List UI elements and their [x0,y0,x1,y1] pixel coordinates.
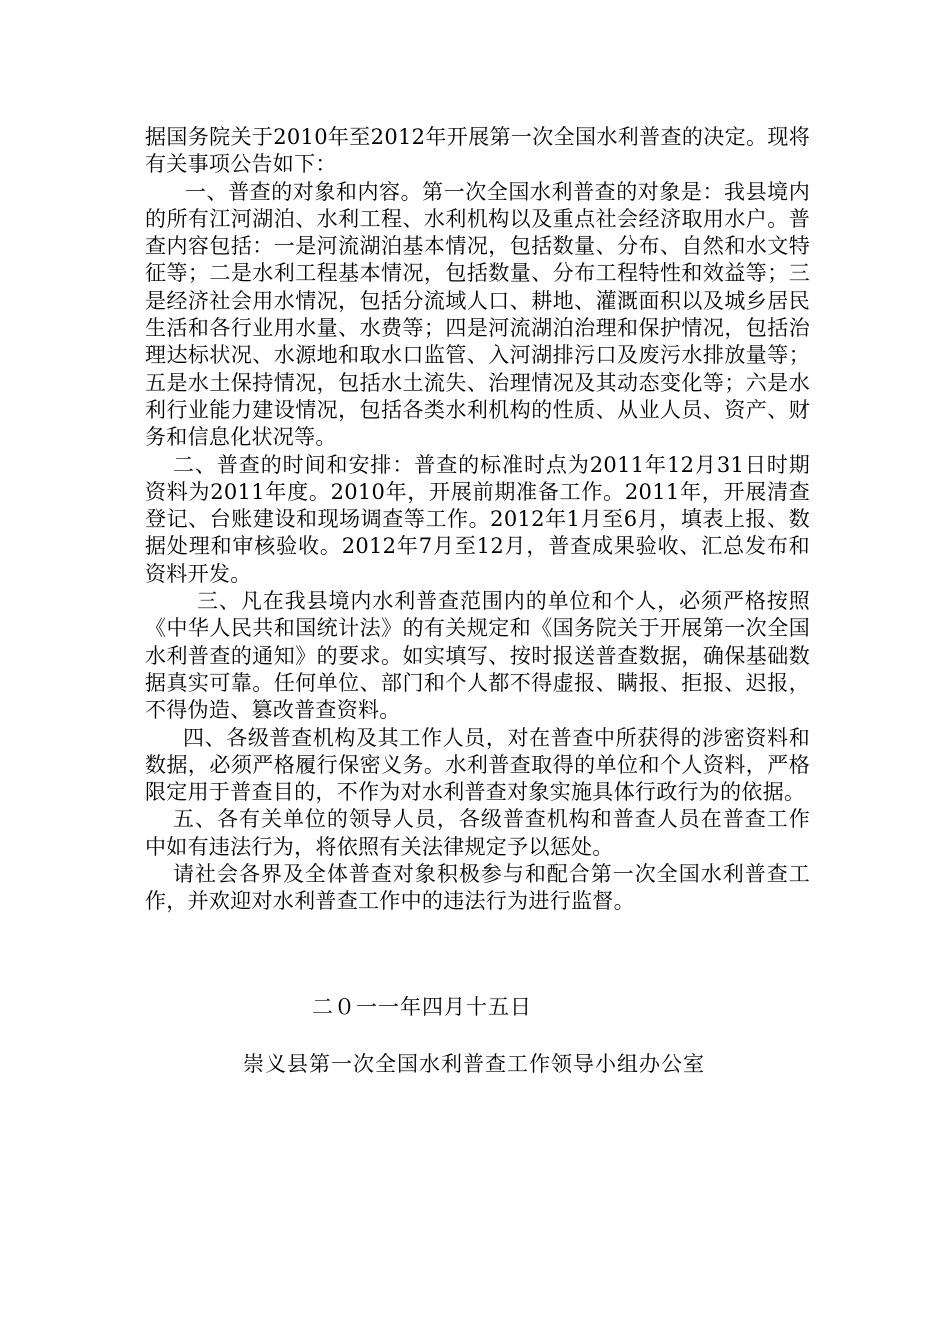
closing-paragraph: 请社会各界及全体普查对象积极参与和配合第一次全国水利普查工作，并欢迎对水利普查工作中的违法行为进行监督。 [145,862,810,914]
intro-paragraph: 据国务院关于2010年至2012年开展第一次全国水利普查的决定。现将有关事项公告如下： [145,125,810,177]
section-five-paragraph: 五、各有关单位的领导人员，各级普查机构和普查人员在普查工作中如有违法行为，将依照有关法律规定予以惩处。 [145,807,810,859]
announcement-body [145,124,810,916]
issue-date: 二０一一年四月十五日 [312,995,532,1019]
section-four-paragraph: 四、各级普查机构及其工作人员，对在普查中所获得的涉密资料和数据，必须严格履行保密义务。水利普查取得的单位和个人资料，严格限定用于普查目的，不作为对水利普查对象实施具体行政行为的依据。 [145,725,810,805]
issuing-office: 崇义县第一次全国水利普查工作领导小组办公室 [243,1052,705,1076]
section-three-paragraph: 三、凡在我县境内水利普查范围内的单位和个人，必须严格按照《中华人民共和国统计法》的有关规定和《国务院关于开展第一次全国水利普查的通知》的要求。如实填写、按时报送普查数据，确保基础数据真实可靠。任何单位、部门和个人都不得虚报、瞒报、拒报、迟报，不得伪造、篡改普查资料。 [145,589,810,723]
section-two-paragraph: 二、普查的时间和安排：普查的标准时点为2011年12月31日时期资料为2011年度。2010年，开展前期准备工作。2011年，开展清查登记、台账建设和现场调查等工作。2012年1月至6月，填表上报、数据处理和审核验收。2012年7月至12月，普查成果验收、汇总发布和资料开发。 [145,452,810,586]
section-one-paragraph: 一、普查的对象和内容。第一次全国水利普查的对象是：我县境内的所有江河湖泊、水利工程、水利机构以及重点社会经济取用水户。普查内容包括：一是河流湖泊基本情况，包括数量、分布、自然和水文特征等；二是水利工程基本情况，包括数量、分布工程特性和效益等；三是经济社会用水情况，包括分流域人口、耕地、灌溉面积以及城乡居民生活和各行业用水量、水费等；四是河流湖泊治理和保护情况，包括治理达标状况、水源地和取水口监管、入河湖排污口及废污水排放量等；五是水土保持情况，包括水土流失、治理情况及其动态变化等；六是水利行业能力建设情况，包括各类水利机构的性质、从业人员、资产、财务和信息化状况等。 [145,179,810,450]
